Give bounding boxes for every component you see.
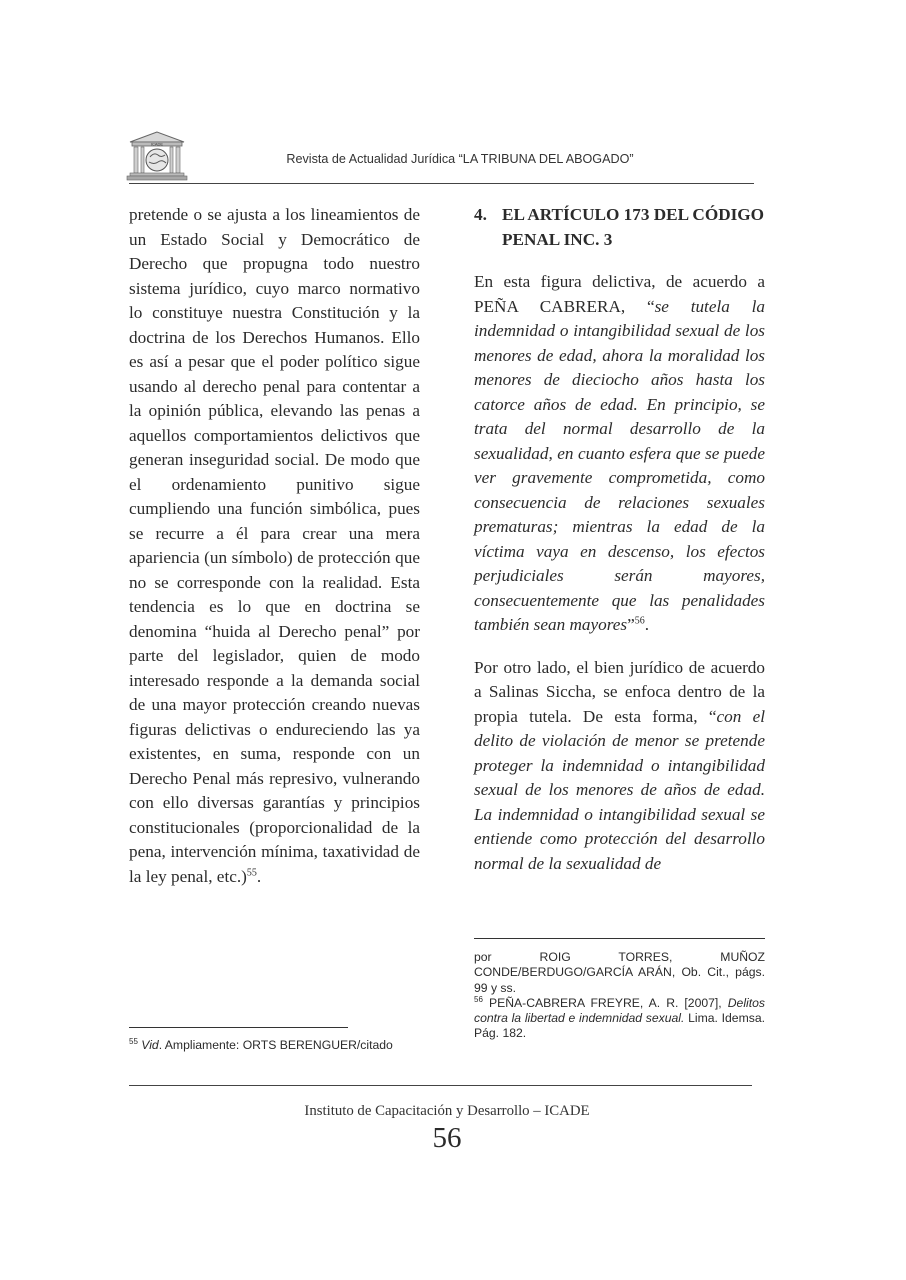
left-paragraph-period: . (256, 866, 262, 886)
footer-divider (129, 1085, 752, 1086)
section-number: 4. (474, 205, 487, 224)
section-heading (474, 203, 765, 252)
left-paragraph-text: pretende o se ajusta a los lineamientos de un Estado Social y Democrático de Derecho que propugna todo nuestro sistema jurídico, cuyo marco normativo lo constituye nuestra Constitución y la doctrina de los Derechos Humanos. Ello es así a pesar que el poder político sigue usando al derecho penal para contentar a la opinión pública, elevando las penas a aquellos comportamientos delictivos que generan inseguridad social. De modo que el ordenamiento punitivo sigue cumpliendo una función simbólica, pues se recurre a él para crear una mera apariencia (un símbolo) de protección que no se corresponde con la realidad. Esta tendencia es lo que en doctrina se denomina “huida al Derecho penal” por parte del legislador, quien de modo interesado responde a la demanda social de una mayor protección creando nuevas figuras delictivas o endureciendo las ya existentes, en suma, responde con un Derecho Penal más represivo, vulnerando con ello diversas garantías y principios constitucionales (proporcionalidad de la pena, intervención mínima, taxatividad de la ley penal, etc.) (129, 205, 420, 886)
footnote-divider-left (129, 1027, 348, 1028)
footnote-56-text: PEÑA-CABRERA FREYRE, A. R. [2007], (482, 995, 728, 1010)
paragraph-salinas-siccha (474, 656, 765, 877)
header-divider (129, 183, 754, 184)
right-column (474, 203, 765, 876)
footnote-divider-right (474, 938, 765, 939)
left-column (129, 203, 420, 889)
p2-quote: con el delito de violación de menor se pretende proteger la indemnidad o intangibilidad sexual de los menores de años de edad. La indemnidad o intangibilidad sexual se entiende como protección del desarrollo normal de la sexualidad de (474, 706, 765, 873)
footnote-55-continuation: por ROIG TORRES, MUÑOZ CONDE/BERDUGO/GARCÍA ARÁN, Ob. Cit., págs. 99 y ss. (474, 950, 765, 995)
footer-institute: Instituto de Capacitación y Desarrollo – ICADE (304, 1103, 590, 1119)
footnote-55-number: 55 (129, 1036, 138, 1046)
icade-logo (126, 130, 188, 182)
footnote-55-text: . Ampliamente: ORTS BERENGUER/citado (158, 1038, 393, 1052)
p1-quote: se tutela la indemnidad o intangibilidad sexual de los menores de edad, ahora la moralidad los menores de dieciocho años hasta los catorce años de edad. En principio, se trata del normal desarrollo de la sexualidad, en cuanto esfera que se puede ver gravemente comprometida, como consecuencia de relaciones sexuales prematuras; mientras la edad de la víctima vaya en descenso, los efectos perjudiciales serán mayores, consecuentemente que las penalidades también sean mayores (474, 296, 765, 634)
p1-intro: En esta figura delictiva, de acuerdo a PEÑA CABRERA, “ (474, 272, 765, 316)
page-number: 56 (432, 1122, 462, 1154)
svg-text:ICADE: ICADE (150, 141, 164, 147)
footnotes-right (474, 950, 765, 1042)
footnote-56 (474, 996, 765, 1042)
footnote-56-end: Lima. Idemsa. Pág. 182. (474, 1011, 766, 1041)
footnote-56-title: Delitos contra la libertad e indemnidad sexual. (474, 995, 765, 1026)
p2-intro: Por otro lado, el bien jurídico de acuerdo a Salinas Siccha, se enfoca dentro de la propia tutela. De esta forma, “ (474, 657, 765, 726)
section-title: EL ARTÍCULO 173 DEL CÓDIGO PENAL INC. 3 (502, 205, 765, 249)
footnote-55 (129, 1038, 420, 1053)
p1-close: ” (627, 615, 635, 634)
footnote-ref-55[interactable]: 55 (246, 866, 257, 878)
p1-end: . (644, 615, 650, 634)
paragraph-pena-cabrera (474, 270, 765, 638)
left-paragraph (129, 203, 420, 889)
footnote-56-number: 56 (474, 994, 483, 1004)
footnote-55-vid: Vid (141, 1038, 159, 1052)
footnote-ref-56[interactable]: 56 (634, 615, 645, 627)
journal-title: Revista de Actualidad Jurídica “LA TRIBUNA DEL ABOGADO” (286, 152, 634, 166)
